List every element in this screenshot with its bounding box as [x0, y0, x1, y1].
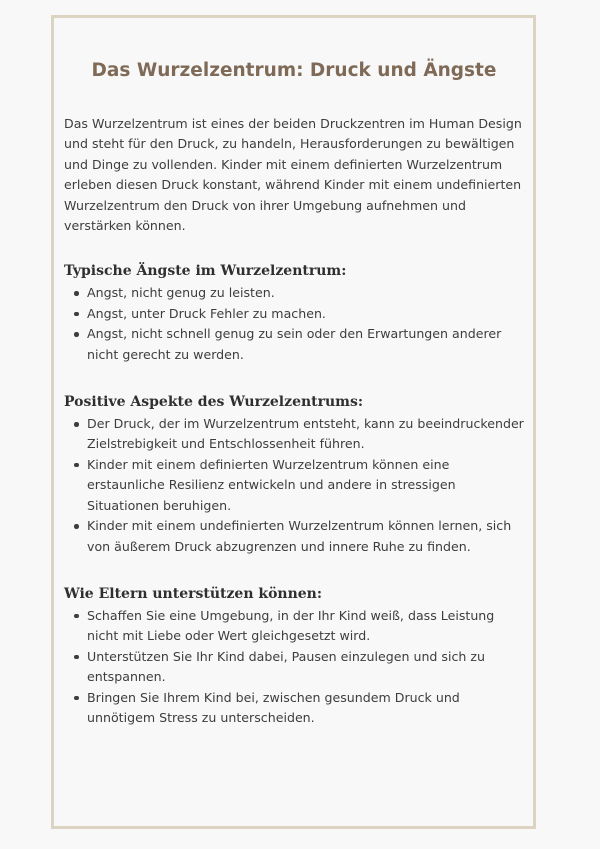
list-item: Unterstützen Sie Ihr Kind dabei, Pausen einzulegen und sich zu entspannen.: [87, 647, 524, 688]
section-heading-positive-aspects: Positive Aspekte des Wurzelzentrums:: [64, 394, 364, 411]
list-item: Angst, nicht genug zu leisten.: [87, 283, 524, 303]
list-item: Angst, nicht schnell genug zu sein oder den Erwartungen anderer nicht gerecht zu werden.: [87, 324, 524, 365]
page-title: Das Wurzelzentrum: Druck und Ängste: [91, 60, 497, 81]
section-heading-fears: Typische Ängste im Wurzelzentrum:: [64, 263, 347, 280]
list-item: Kinder mit einem definierten Wurzelzentrum können eine erstaunliche Resilienz entwickeln und andere in stressigen Situationen beruhigen.: [87, 455, 524, 516]
list-item: Angst, unter Druck Fehler zu machen.: [87, 304, 524, 324]
list-item: Bringen Sie Ihrem Kind bei, zwischen gesundem Druck und unnötigem Stress zu unterscheiden.: [87, 688, 524, 729]
intro-paragraph: Das Wurzelzentrum ist eines der beiden Druckzentren im Human Design und steht für den Druck, zu handeln, Herausforderungen zu bewältigen und Dinge zu vollenden. Kinder mit einem definierten Wurzelzentrum erleben diesen Druck konstant, während Kinder mit einem undefinierten Wurzelzentrum den Druck von ihrer Umgebung aufnehmen und verstärken können.: [64, 116, 522, 234]
parent-support-list: [64, 606, 524, 728]
list-item: Schaffen Sie eine Umgebung, in der Ihr Kind weiß, dass Leistung nicht mit Liebe oder Wert gleichgesetzt wird.: [87, 606, 524, 647]
document-content: [64, 56, 524, 728]
positive-aspects-list: [64, 414, 524, 557]
list-item: Der Druck, der im Wurzelzentrum entsteht, kann zu beeindruckender Zielstrebigkeit und Entschlossenheit führen.: [87, 414, 524, 455]
list-item: Kinder mit einem undefinierten Wurzelzentrum können lernen, sich von äußerem Druck abzugrenzen und innere Ruhe zu finden.: [87, 516, 524, 557]
fears-list: [64, 283, 524, 365]
section-heading-parent-support: Wie Eltern unterstützen können:: [64, 585, 323, 602]
